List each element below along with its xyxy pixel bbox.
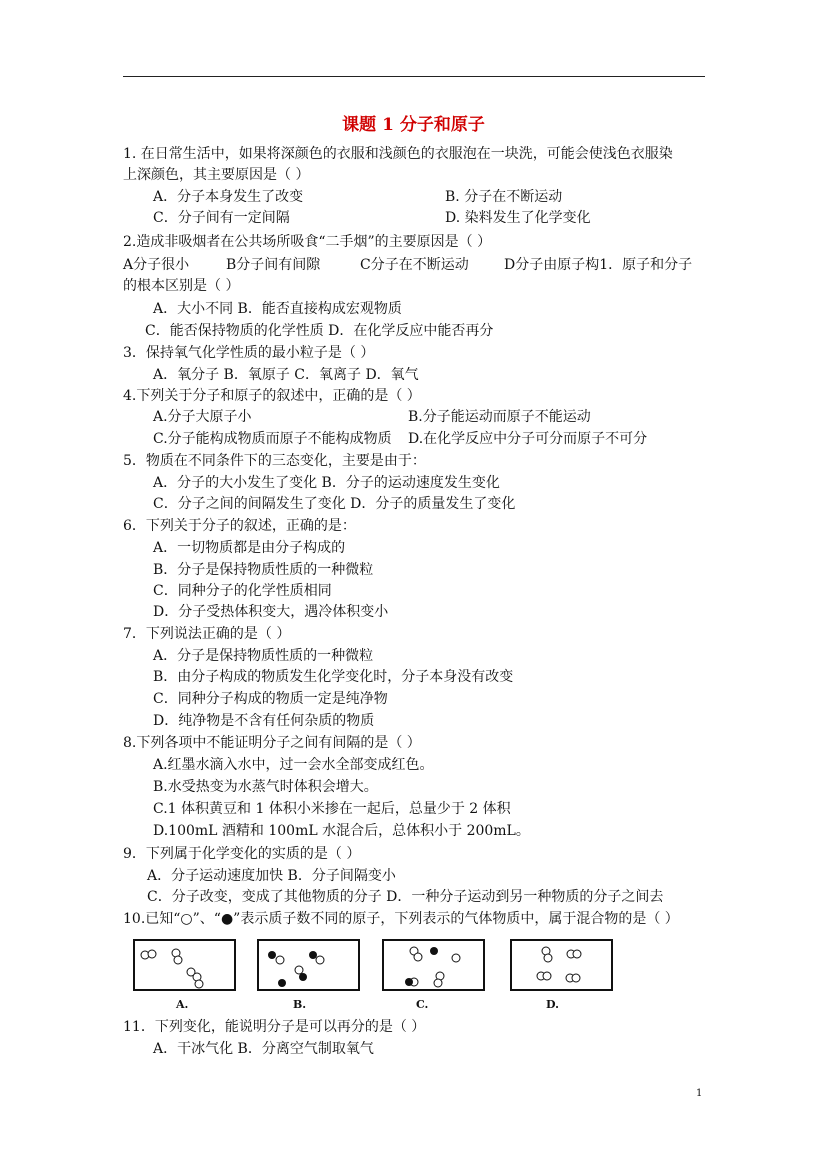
q4-option-c: C.分子能构成物质而原子不能构成物质 [153, 431, 392, 447]
molecules-b [268, 951, 324, 987]
q1-option-d: D. 染料发生了化学变化 [445, 210, 591, 226]
q5-stem: 5．物质在不同条件下的三态变化，主要是由于： [123, 453, 426, 469]
q1-stem-line1: 1. 在日常生活中，如果将深颜色的衣服和浅颜色的衣服泡在一块洗，可能会使浅色衣服染 [123, 146, 673, 162]
q2-option-b: B分子间有间隙 [226, 257, 321, 273]
diagram-label-c: C. [416, 998, 429, 1011]
q8-option-d: D.100mL 酒精和 100mL 水混合后，总体积小于 200mL。 [153, 823, 530, 839]
q4-option-d: D.在化学反应中分子可分而原子不可分 [408, 431, 648, 447]
q1-option-b: B. 分子在不断运动 [445, 189, 563, 205]
q4-option-b: B.分子能运动而原子不能运动 [408, 409, 591, 425]
molecules-d [537, 947, 581, 982]
diagram-label-b: B. [293, 998, 307, 1011]
q8-option-a: A.红墨水滴入水中，过一会水全部变成红色。 [153, 757, 434, 773]
q6-stem: 6．下列关于分子的叙述，正确的是： [123, 518, 356, 534]
molecules-a [141, 949, 203, 988]
q2-stem-line3: 的根本区别是（ ） [123, 278, 240, 294]
q2-option-c: C分子在不断运动 [360, 257, 469, 273]
q5-options-cd: C．分子之间的间隔发生了变化 D．分子的质量发生了变化 [153, 496, 516, 512]
diagram-label-d: D. [546, 998, 559, 1011]
q10-stem: 10.已知“○”、“●”表示质子数不同的原子，下列表示的气体物质中，属于混合物的是（ ） [123, 911, 679, 927]
q8-option-c: C.1 体积黄豆和 1 体积小米掺在一起后，总量少于 2 体积 [153, 801, 511, 817]
q9-options-cd: C．分子改变，变成了其他物质的分子 D．一种分子运动到另一种物质的分子之间去 [147, 889, 664, 905]
q6-option-c: C．同种分子的化学性质相同 [153, 583, 332, 599]
q2-options-ab: A．大小不同 B．能否直接构成宏观物质 [153, 301, 402, 317]
q3-stem: 3．保持氧气化学性质的最小粒子是（ ） [123, 345, 375, 361]
q9-stem: 9．下列属于化学变化的实质的是（ ） [123, 846, 361, 862]
q1-option-c: C．分子间有一定间隔 [153, 210, 290, 226]
q7-stem: 7．下列说法正确的是（ ） [123, 626, 291, 642]
q11-options-ab: A．干冰气化 B．分离空气制取氧气 [153, 1041, 374, 1057]
q9-options-ab: A．分子运动速度加快 B．分子间隔变小 [147, 868, 396, 884]
q2-option-a: A分子很小 [123, 257, 190, 273]
q4-stem: 4.下列关于分子和原子的叙述中，正确的是（ ） [123, 388, 421, 404]
q7-option-a: A．分子是保持物质性质的一种微粒 [153, 648, 374, 664]
q2-stem: 2.造成非吸烟者在公共场所吸食“二手烟”的主要原因是（ ） [123, 234, 492, 250]
q6-option-a: A．一切物质都是由分子构成的 [153, 540, 346, 556]
q2-options-cd: C．能否保持物质的化学性质 D．在化学反应中能否再分 [145, 323, 494, 339]
q6-option-b: B．分子是保持物质性质的一种微粒 [153, 562, 374, 578]
q7-option-b: B．由分子构成的物质发生化学变化时，分子本身没有改变 [153, 669, 514, 685]
q2-option-d: D分子由原子构1．原子和分子 [504, 257, 693, 273]
q1-option-a: A．分子本身发生了改变 [153, 189, 304, 205]
q8-stem: 8.下列各项中不能证明分子之间有间隔的是（ ） [123, 735, 421, 751]
q1-stem-line2: 上深颜色，其主要原因是（ ） [123, 167, 310, 183]
q7-option-d: D．纯净物是不含有任何杂质的物质 [153, 713, 375, 729]
q5-options-ab: A．分子的大小发生了变化 B．分子的运动速度发生变化 [153, 475, 500, 491]
q6-option-d: D．分子受热体积变大，遇冷体积变小 [153, 604, 389, 620]
page-title: 课题 1 分子和原子 [342, 115, 485, 135]
q7-option-c: C．同种分子构成的物质一定是纯净物 [153, 691, 388, 707]
page-number: 1 [696, 1088, 703, 1099]
q8-option-b: B.水受热变为水蒸气时体积会增大。 [153, 779, 378, 795]
q3-options: A．氧分子 B．氧原子 C．氧离子 D．氧气 [153, 367, 419, 383]
q4-option-a: A.分子大原子小 [153, 409, 252, 425]
q11-stem: 11．下列变化，能说明分子是可以再分的是（ ） [123, 1019, 426, 1035]
diagram-label-a: A. [176, 998, 189, 1011]
